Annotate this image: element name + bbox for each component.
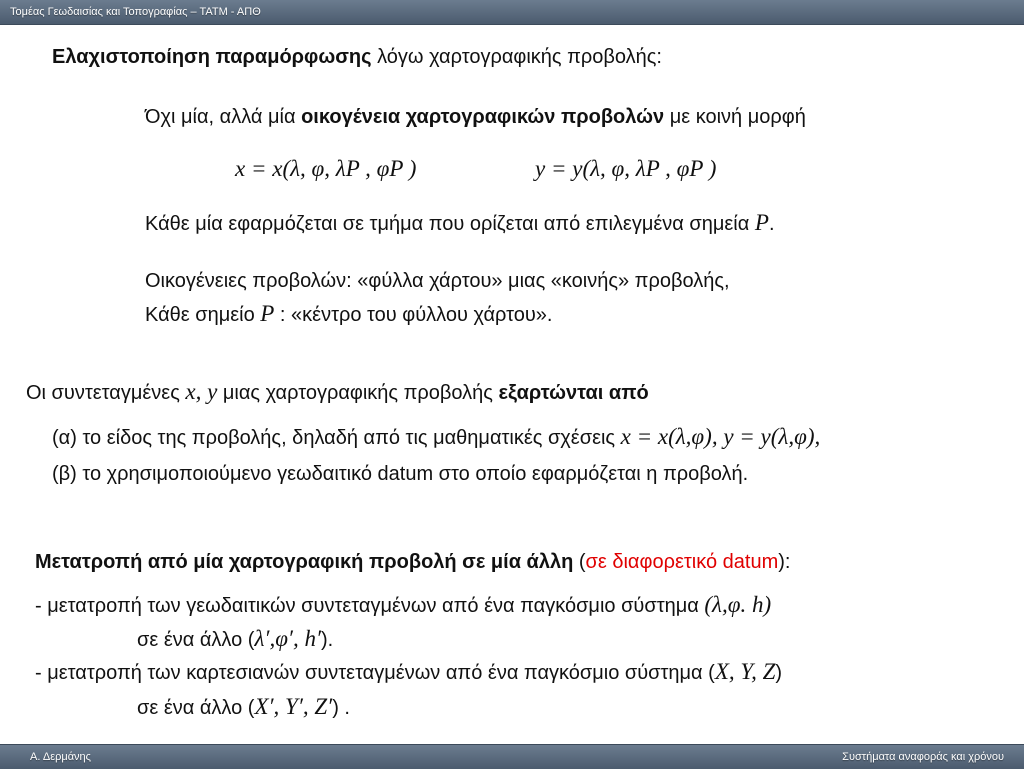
section3-title	[35, 549, 790, 575]
center-line	[145, 301, 552, 328]
families-line: Οικογένειες προβολών: «φύλλα χάρτου» μιας «κοινής» προβολής,	[145, 270, 730, 292]
family-line-bold: οικογένεια χαρτογραφικών προβολών	[301, 106, 665, 128]
footer-course: Συστήματα αναφοράς και χρόνου	[842, 751, 1004, 763]
section3-paren-open: (	[573, 551, 586, 573]
bullet-geodetic	[35, 592, 771, 619]
points-line	[145, 210, 775, 237]
section3-paren-close: ):	[778, 551, 791, 573]
points-line-post: .	[768, 213, 775, 235]
family-line-post: με κοινή μορφή	[664, 106, 806, 128]
bullet-cartesian-math: X, Y, Z	[714, 659, 776, 684]
bullet-cartesian	[35, 659, 782, 686]
bullet-cartesian-cont	[137, 694, 350, 721]
coordinates-intro	[26, 379, 649, 406]
coordinates-intro-mid: μιας χαρτογραφικής προβολής	[217, 382, 499, 404]
section1-title	[52, 44, 662, 70]
formula-x: x = x(λ, φ, λP , φP )	[235, 156, 417, 181]
bullet-cartesian-text: - μετατροπή των καρτεσιανών συντεταγμένων από ένα παγκόσμιο σύστημα (	[35, 662, 715, 684]
item-a-math: x = x(λ,φ), y = y(λ,φ),	[620, 424, 821, 449]
bullet-geodetic-cont-math: λ′,φ′, h′	[254, 626, 321, 651]
footer-author: Α. Δερμάνης	[30, 751, 91, 763]
section1-title-rest: λόγω χαρτογραφικής προβολής:	[371, 46, 662, 68]
footer-bar	[0, 744, 1024, 769]
bullet-cartesian-cont-pre: σε ένα άλλο (	[137, 697, 255, 719]
family-line-pre: Όχι μία, αλλά μία	[145, 106, 302, 128]
bullet-geodetic-cont	[137, 626, 333, 653]
bullet-geodetic-math: (λ,φ. h)	[704, 592, 772, 617]
item-a-text: (α) το είδος της προβολής, δηλαδή από τις μαθηματικές σχέσεις	[52, 427, 621, 449]
center-line-pre: Κάθε σημείο	[145, 304, 261, 326]
bullet-geodetic-cont-pre: σε ένα άλλο (	[137, 629, 255, 651]
coordinates-intro-bold: εξαρτώνται από	[498, 382, 649, 404]
coordinates-intro-math: x, y	[185, 379, 218, 404]
points-line-math: P	[754, 210, 769, 235]
header-title: Τομέας Γεωδαισίας και Τοπογραφίας – ΤΑΤΜ - ΑΠΘ	[10, 6, 261, 18]
bullet-geodetic-cont-post: ).	[320, 629, 334, 651]
bullet-cartesian-cont-post: ) .	[332, 697, 350, 719]
section1-title-bold: Ελαχιστοποίηση παραμόρφωσης	[52, 46, 372, 68]
item-b: (β) το χρησιμοποιούμενο γεωδαιτικό datum στο οποίο εφαρμόζεται η προβολή.	[52, 463, 749, 485]
section3-title-red: σε διαφορετικό datum	[585, 551, 779, 573]
family-line	[145, 104, 806, 130]
item-a	[52, 424, 820, 451]
center-line-math: P	[260, 301, 275, 326]
bullet-cartesian-post: )	[775, 662, 783, 684]
coordinates-intro-pre: Οι συντεταγμένες	[26, 382, 186, 404]
formula-y: y = y(λ, φ, λP , φP )	[535, 156, 717, 181]
section3-title-bold: Μετατροπή από μία χαρτογραφική προβολή σε μία άλλη	[35, 551, 574, 573]
header-bar	[0, 0, 1024, 25]
bullet-geodetic-text: - μετατροπή των γεωδαιτικών συντεταγμένων από ένα παγκόσμιο σύστημα	[35, 595, 705, 617]
bullet-cartesian-cont-math: X′, Y′, Z′	[254, 694, 333, 719]
points-line-pre: Κάθε μία εφαρμόζεται σε τμήμα που ορίζεται από επιλεγμένα σημεία	[145, 213, 755, 235]
center-line-post: : «κέντρο του φύλλου χάρτου».	[274, 304, 553, 326]
